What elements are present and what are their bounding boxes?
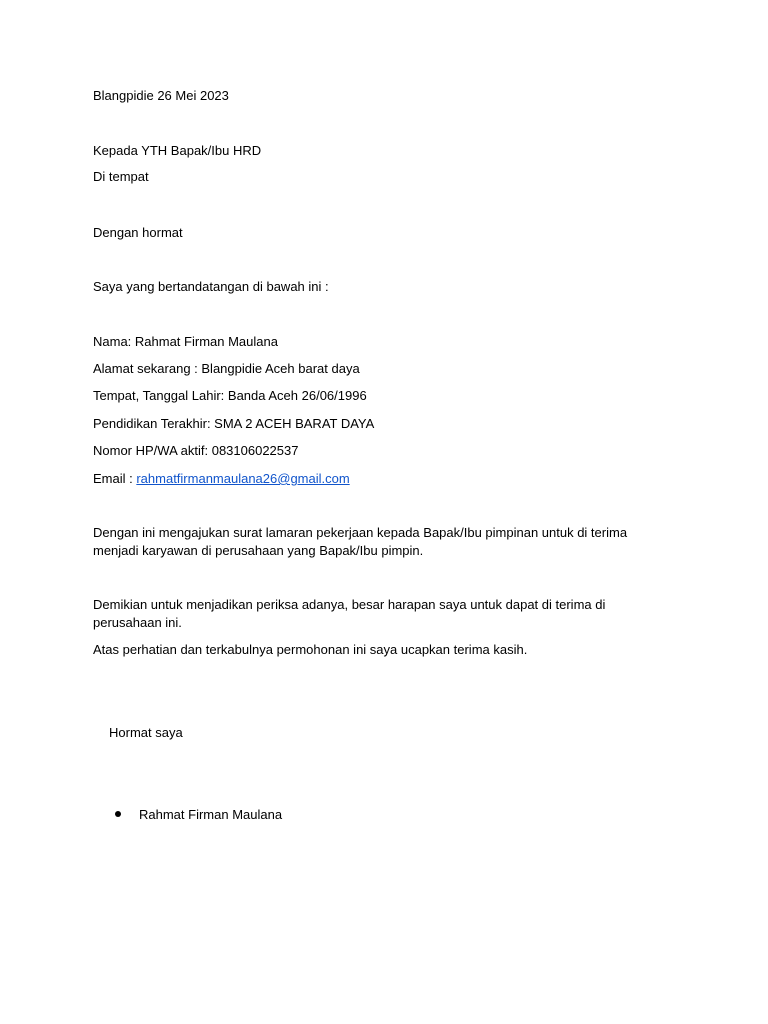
place-date: Blangpidie 26 Mei 2023: [93, 88, 229, 103]
bullet-icon: [115, 811, 121, 817]
field-birth: Tempat, Tanggal Lahir: Banda Aceh 26/06/1996: [93, 388, 367, 403]
field-phone: Nomor HP/WA aktif: 083106022537: [93, 443, 299, 458]
email-link[interactable]: rahmatfirmanmaulana26@gmail.com: [136, 471, 350, 486]
recipient-location: Di tempat: [93, 169, 149, 184]
body-paragraph-1: Dengan ini mengajukan surat lamaran pekerjaan kepada Bapak/Ibu pimpinan untuk di terima menjadi karyawan di perusahaan yang Bapak/Ibu pimpin.: [93, 525, 628, 558]
recipient: Kepada YTH Bapak/Ibu HRD: [93, 143, 262, 158]
field-address: Alamat sekarang : Blangpidie Aceh barat daya: [93, 361, 360, 376]
intro-line: Saya yang bertandatangan di bawah ini :: [93, 279, 329, 294]
field-name: Nama: Rahmat Firman Maulana: [93, 334, 278, 349]
field-email: [93, 470, 350, 488]
greeting: Dengan hormat: [93, 225, 183, 240]
signature-name: Rahmat Firman Maulana: [139, 807, 283, 822]
email-label: Email :: [93, 471, 137, 486]
closing: Hormat saya: [109, 725, 183, 740]
body-paragraph-2: Demikian untuk menjadikan periksa adanya, besar harapan saya untuk dapat di terima di perusahaan ini.: [93, 597, 606, 630]
body-paragraph-3: Atas perhatian dan terkabulnya permohonan ini saya ucapkan terima kasih.: [93, 642, 528, 657]
field-education: Pendidikan Terakhir: SMA 2 ACEH BARAT DAYA: [93, 416, 375, 431]
